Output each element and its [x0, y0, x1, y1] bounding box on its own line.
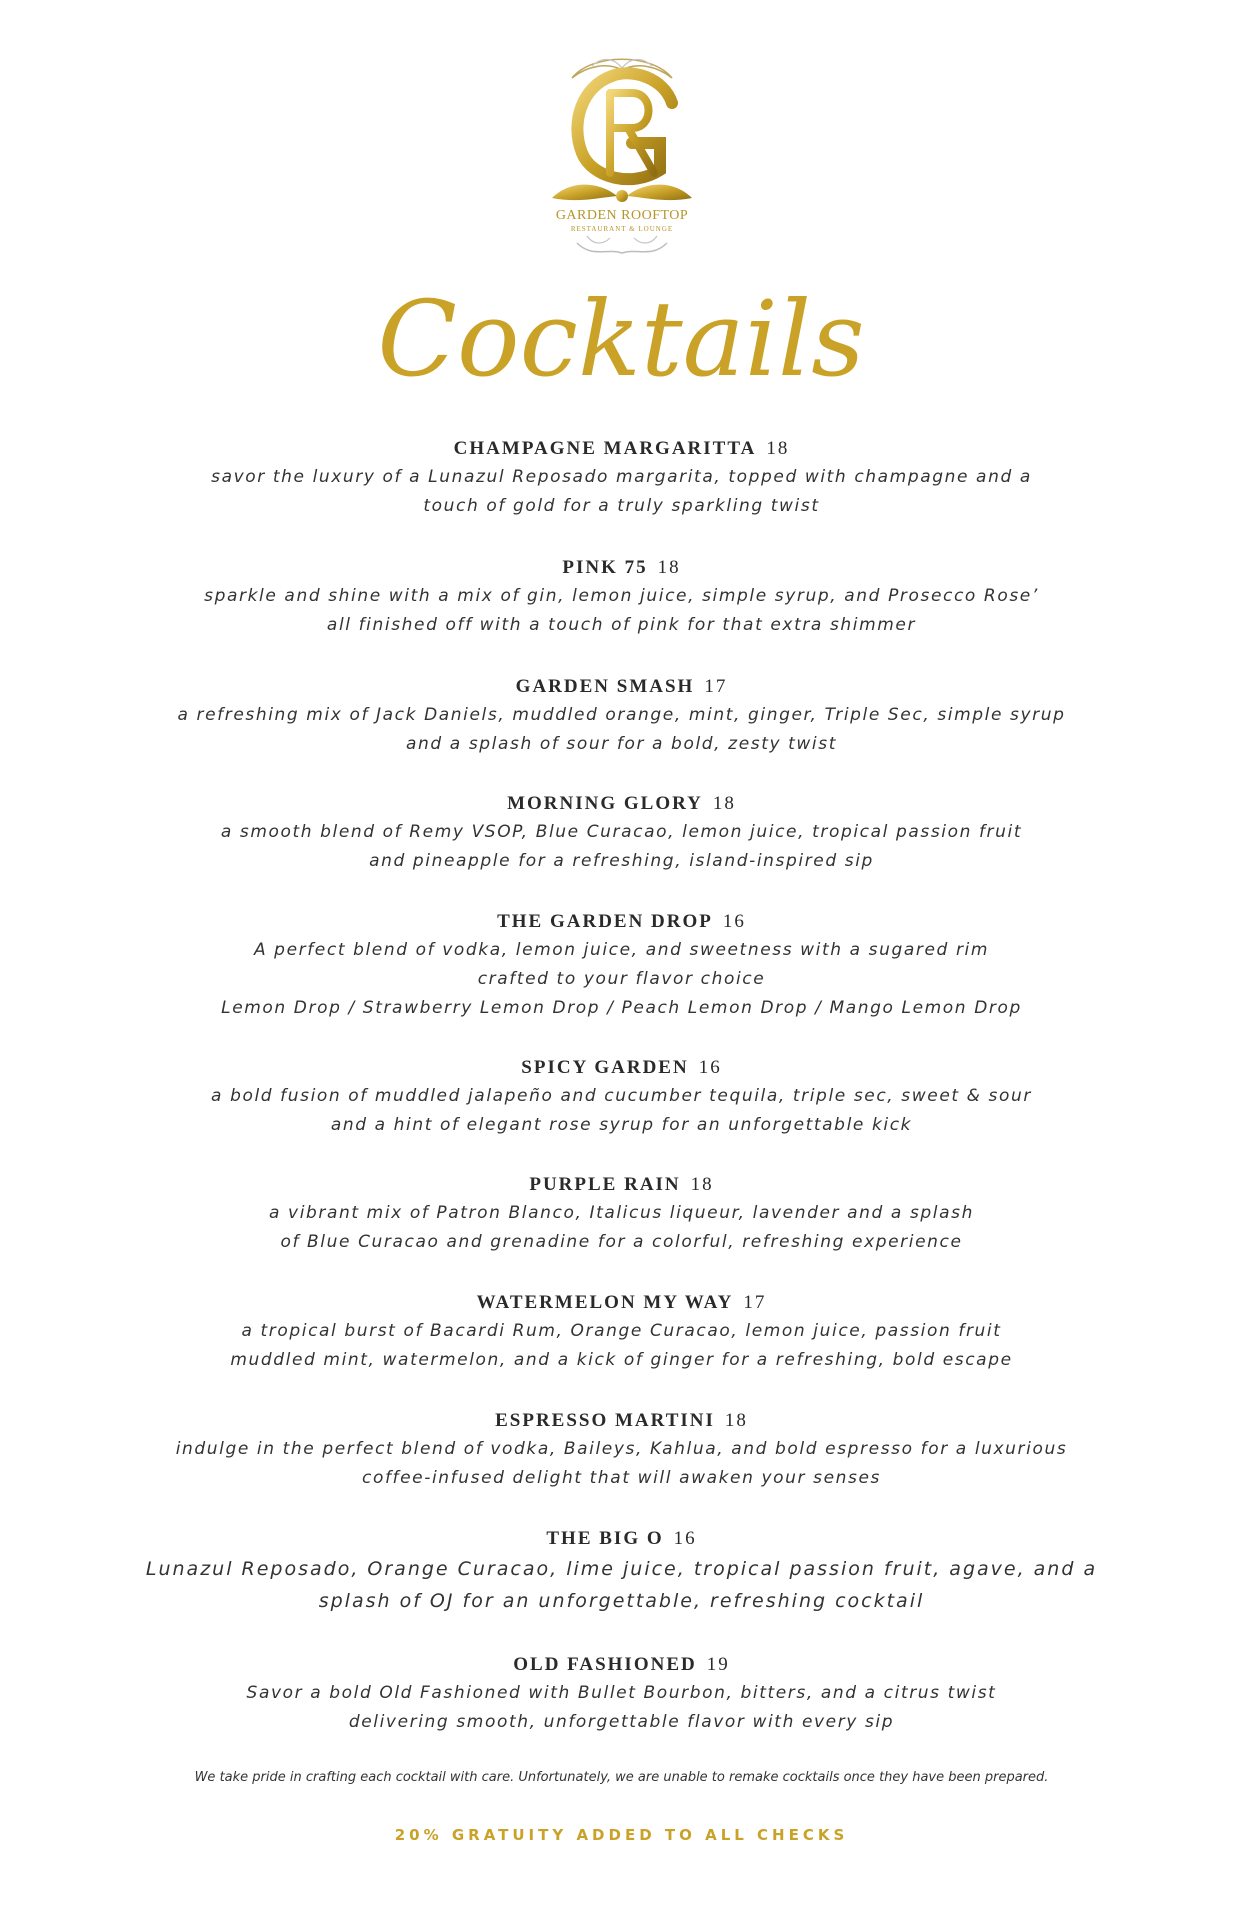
item-description: a smooth blend of Remy VSOP, Blue Curacao, lemon juice, tropical passion fruit	[220, 822, 1023, 842]
menu-item	[0, 1525, 1243, 1651]
brand-logo	[532, 48, 712, 268]
item-price: 18	[712, 793, 736, 814]
item-description: a refreshing mix of Jack Daniels, muddled orange, mint, ginger, Triple Sec, simple syrup	[177, 705, 1066, 725]
gratuity-notice: 20% GRATUITY ADDED TO ALL CHECKS	[394, 1826, 849, 1844]
cocktail-menu	[0, 435, 1243, 1751]
page-title	[0, 270, 1243, 420]
item-price: 18	[690, 1174, 714, 1195]
item-description: Savor a bold Old Fashioned with Bullet Bourbon, bitters, and a citrus twist	[246, 1683, 997, 1703]
item-name: THE BIG O 16	[546, 1528, 697, 1549]
item-price: 17	[743, 1292, 767, 1313]
item-description: a tropical burst of Bacardi Rum, Orange Curacao, lemon juice, passion fruit	[241, 1321, 1002, 1341]
logo-subtitle: RESTAURANT & LOUNGE	[570, 225, 674, 233]
item-description: indulge in the perfect blend of vodka, Baileys, Kahlua, and bold espresso for a luxurious	[175, 1439, 1068, 1459]
menu-item	[0, 1289, 1243, 1407]
item-description: coffee-infused delight that will awaken your senses	[362, 1468, 881, 1488]
item-price: 18	[657, 557, 681, 578]
item-price: 18	[766, 438, 790, 459]
item-description: delivering smooth, unforgettable flavor with every sip	[348, 1712, 895, 1732]
item-description: splash of OJ for an unforgettable, refreshing cocktail	[318, 1590, 925, 1612]
item-description: and pineapple for a refreshing, island-inspired sip	[369, 851, 874, 871]
item-name: MORNING GLORY 18	[507, 793, 736, 814]
item-name: SPICY GARDEN 16	[521, 1057, 722, 1078]
item-name: WATERMELON MY WAY 17	[476, 1292, 767, 1313]
menu-item	[0, 1651, 1243, 1751]
item-description: and a splash of sour for a bold, zesty twist	[406, 734, 837, 754]
item-description: A perfect blend of vodka, lemon juice, and sweetness with a sugared rim	[253, 940, 990, 960]
title-script	[0, 270, 1243, 420]
item-description: of Blue Curacao and grenadine for a colorful, refreshing experience	[280, 1232, 963, 1252]
item-description: sparkle and shine with a mix of gin, lemon juice, simple syrup, and Prosecco Rose’	[204, 586, 1039, 606]
item-price: 16	[722, 911, 746, 932]
item-description: a bold fusion of muddled jalapeño and cucumber tequila, triple sec, sweet & sour	[211, 1086, 1032, 1106]
item-description: savor the luxury of a Lunazul Reposado margarita, topped with champagne and a	[211, 467, 1032, 487]
item-description: crafted to your flavor choice	[477, 969, 766, 989]
item-description: touch of gold for a truly sparkling twist	[423, 496, 820, 516]
item-description: all finished off with a touch of pink for that extra shimmer	[326, 615, 917, 635]
item-name: PINK 75 18	[562, 557, 681, 578]
item-price: 17	[704, 676, 728, 697]
item-price: 16	[673, 1528, 697, 1549]
menu-item	[0, 435, 1243, 554]
item-name: GARDEN SMASH 17	[515, 676, 728, 697]
item-name: CHAMPAGNE MARGARITTA 18	[453, 438, 790, 459]
title-text: Cocktails	[377, 278, 865, 400]
menu-item	[0, 908, 1243, 1054]
logo-name: GARDEN ROOFTOP	[555, 208, 689, 223]
menu-item	[0, 1407, 1243, 1525]
item-description: muddled mint, watermelon, and a kick of ginger for a refreshing, bold escape	[230, 1350, 1013, 1370]
item-description: a vibrant mix of Patron Blanco, Italicus liqueur, lavender and a splash	[269, 1203, 974, 1223]
menu-item	[0, 1054, 1243, 1171]
item-name: THE GARDEN DROP 16	[497, 911, 746, 932]
item-description: and a hint of elegant rose syrup for an unforgettable kick	[330, 1115, 913, 1135]
menu-item	[0, 554, 1243, 673]
menu-item	[0, 673, 1243, 790]
menu-item	[0, 790, 1243, 908]
menu-item	[0, 1171, 1243, 1289]
item-name: ESPRESSO MARTINI 18	[495, 1410, 748, 1431]
item-price: 16	[698, 1057, 722, 1078]
item-description: Lunazul Reposado, Orange Curacao, lime juice, tropical passion fruit, agave, and a	[145, 1558, 1098, 1580]
item-name: OLD FASHIONED 19	[513, 1654, 730, 1675]
logo-emblem	[532, 48, 712, 268]
disclaimer-note: We take pride in crafting each cocktail with care. Unfortunately, we are unable to remake cocktails once they have been prepared.	[194, 1770, 1049, 1785]
item-name: PURPLE RAIN 18	[529, 1174, 714, 1195]
item-price: 19	[706, 1654, 730, 1675]
item-price: 18	[724, 1410, 748, 1431]
item-description: Lemon Drop / Strawberry Lemon Drop / Peach Lemon Drop / Mango Lemon Drop	[221, 998, 1022, 1018]
